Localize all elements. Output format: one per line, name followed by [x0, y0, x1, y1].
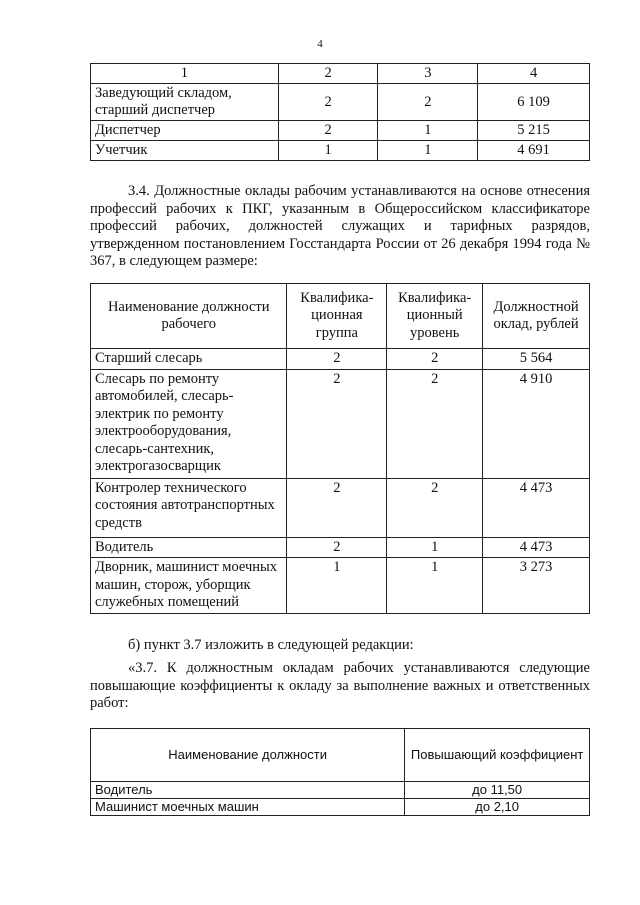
- table-header-row: [91, 64, 590, 84]
- salary-cell: 4 691: [478, 141, 590, 161]
- group-cell: 2: [287, 478, 387, 537]
- table-row: [91, 799, 590, 816]
- paragraph-b: б) пункт 3.7 изложить в следующей редакции:: [128, 637, 414, 653]
- group-cell: 2: [278, 121, 378, 141]
- level-cell: 1: [378, 141, 478, 161]
- table-row: [91, 558, 590, 614]
- table-row: [91, 121, 590, 141]
- table-row: [91, 141, 590, 161]
- group-cell: 2: [278, 84, 378, 121]
- table-header-row: [91, 284, 590, 349]
- table-header-row: [91, 729, 590, 782]
- coefficient-cell: до 11,50: [405, 782, 590, 799]
- table-coefficients: [90, 728, 590, 816]
- level-cell: 2: [378, 84, 478, 121]
- table-row: [91, 537, 590, 558]
- job-name-cell: Диспетчер: [91, 121, 279, 141]
- level-cell: 1: [387, 558, 483, 614]
- level-cell: 1: [378, 121, 478, 141]
- salary-cell: 5 564: [483, 349, 590, 370]
- job-name-cell: Слесарь по ремонту автомобилей, слесарь-электрик по ремонту электрооборудования, слесарь-сантехник, электрогазосварщик: [91, 369, 287, 478]
- job-name-cell: Учетчик: [91, 141, 279, 161]
- level-cell: 2: [387, 478, 483, 537]
- header-qualification-group: Квалифика-ционная группа: [287, 284, 387, 349]
- salary-cell: 4 473: [483, 478, 590, 537]
- table-row: [91, 84, 590, 121]
- group-cell: 2: [287, 349, 387, 370]
- column-number-3: 3: [378, 64, 478, 84]
- salary-cell: 4 473: [483, 537, 590, 558]
- header-coefficient: Повышающий коэффициент: [405, 729, 590, 782]
- salary-cell: 5 215: [478, 121, 590, 141]
- header-job-name: Наименование должности рабочего: [91, 284, 287, 349]
- header-salary: Должностной оклад, рублей: [483, 284, 590, 349]
- header-job-name: Наименование должности: [91, 729, 405, 782]
- job-name-cell: Водитель: [91, 537, 287, 558]
- level-cell: 2: [387, 369, 483, 478]
- coefficient-cell: до 2,10: [405, 799, 590, 816]
- column-number-2: 2: [278, 64, 378, 84]
- salary-cell: 3 273: [483, 558, 590, 614]
- job-name-cell: Водитель: [91, 782, 405, 799]
- salary-cell: 4 910: [483, 369, 590, 478]
- page-number: 4: [317, 38, 323, 50]
- table-job-salaries-continued: [90, 63, 590, 161]
- job-name-cell: Дворник, машинист моечных машин, сторож, уборщик служебных помещений: [91, 558, 287, 614]
- table-row: [91, 782, 590, 799]
- table-row: [91, 369, 590, 478]
- group-cell: 2: [287, 537, 387, 558]
- level-cell: 2: [387, 349, 483, 370]
- level-cell: 1: [387, 537, 483, 558]
- group-cell: 1: [287, 558, 387, 614]
- table-worker-salaries: [90, 283, 590, 614]
- job-name-cell: Контролер технического состояния автотранспортных средств: [91, 478, 287, 537]
- salary-cell: 6 109: [478, 84, 590, 121]
- column-number-1: 1: [91, 64, 279, 84]
- column-number-4: 4: [478, 64, 590, 84]
- group-cell: 2: [287, 369, 387, 478]
- table-row: [91, 349, 590, 370]
- job-name-cell: Старший слесарь: [91, 349, 287, 370]
- paragraph-3-7: «3.7. К должностным окладам рабочих устанавливаются следующие повышающие коэффициенты к окладу за выполнение важных и ответственных работ:: [90, 660, 590, 711]
- table-row: [91, 478, 590, 537]
- header-qualification-level: Квалифика-ционный уровень: [387, 284, 483, 349]
- paragraph-3-4: 3.4. Должностные оклады рабочим устанавливаются на основе отнесения профессий рабочих к ПКГ, указанным в Общероссийском классификаторе профессий рабочих, должностей служащих и тарифных разрядов, утвержденном постановлением Госстандарта России от 26 декабря 1994 года № 367, в следующем размере:: [90, 183, 590, 269]
- job-name-cell: Заведующий складом, старший диспетчер: [91, 84, 279, 121]
- job-name-cell: Машинист моечных машин: [91, 799, 405, 816]
- group-cell: 1: [278, 141, 378, 161]
